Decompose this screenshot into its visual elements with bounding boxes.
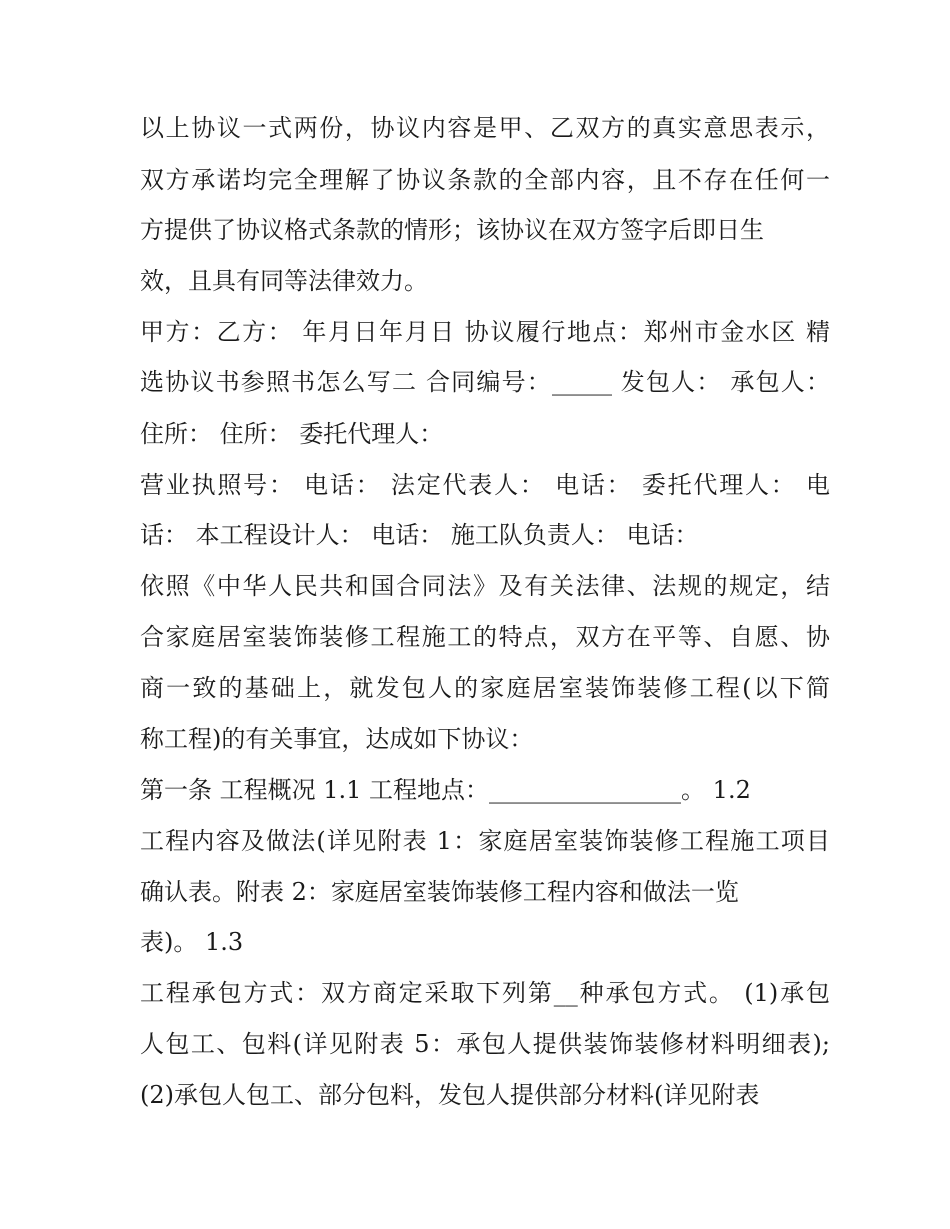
text-line: 效，且具有同等法律效力。	[140, 267, 428, 295]
text-line: 确认表。附表 2：家庭居室装饰装修工程内容和做法一览	[140, 878, 739, 906]
text-line: 双方承诺均完全理解了协议条款的全部内容，且不存在任何一	[140, 166, 830, 194]
text-line: 甲方：乙方： 年月日年月日 协议履行地点：郑州市金水区 精	[140, 318, 830, 346]
text-line: 以上协议一式两份，协议内容是甲、乙双方的真实意思表示，	[140, 114, 830, 142]
text-line: 工程承包方式：双方商定采取下列第__种承包方式。 (1)承包	[140, 979, 830, 1007]
text-line: 表)。 1.3	[140, 928, 244, 956]
text-line: 工程内容及做法(详见附表 1：家庭居室装饰装修工程施工项目	[140, 827, 830, 855]
text-line: 称工程)的有关事宜，达成如下协议：	[140, 725, 534, 753]
text-line: (2)承包人包工、部分包料，发包人提供部分材料(详见附表	[140, 1081, 760, 1109]
text-line: 合家庭居室装饰装修工程施工的特点，双方在平等、自愿、协	[140, 623, 830, 651]
text-line: 人包工、包料(详见附表 5：承包人提供装饰装修材料明细表);	[140, 1030, 830, 1058]
text-line: 话： 本工程设计人： 电话： 施工队负责人： 电话：	[140, 521, 699, 549]
text-line: 住所： 住所： 委托代理人：	[140, 420, 444, 448]
text-line: 依照《中华人民共和国合同法》及有关法律、法规的规定，结	[140, 572, 830, 600]
text-line: 选协议书参照书怎么写二 合同编号：_____ 发包人： 承包人：	[140, 368, 830, 396]
text-line: 营业执照号： 电话： 法定代表人： 电话： 委托代理人： 电	[140, 471, 830, 499]
text-line: 商一致的基础上，就发包人的家庭居室装饰装修工程(以下简	[140, 674, 830, 702]
text-line: 方提供了协议格式条款的情形；该协议在双方签字后即日生	[140, 216, 764, 244]
text-line: 第一条 工程概况 1.1 工程地点：________________。 1.2	[140, 776, 751, 804]
